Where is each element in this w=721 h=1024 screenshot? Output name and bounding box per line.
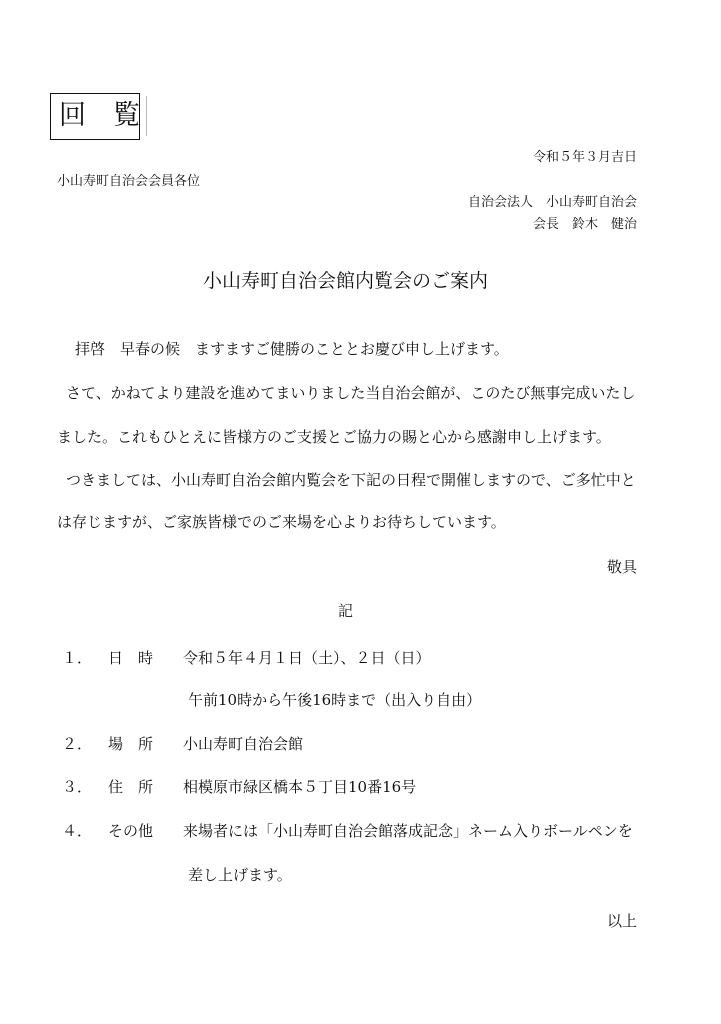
item-number: １．: [62, 649, 93, 667]
item-label-place: 場 所: [108, 735, 154, 753]
item-label-address: 住 所: [108, 778, 154, 796]
item-value: 午前10時から午後16時まで（出入り自由）: [188, 691, 482, 709]
document-title: 小山寿町自治会館内覧会のご案内: [203, 270, 489, 292]
closing-keigu: 敬具: [606, 558, 637, 576]
ki-heading: 記: [338, 602, 354, 620]
item-value: 差し上げます。: [188, 866, 292, 884]
item-value: 相模原市緑区橋本５丁目10番16号: [183, 778, 417, 796]
document-date: 令和５年３月吉日: [532, 150, 637, 165]
item-value: 令和５年４月１日（土）、２日（日）: [183, 649, 431, 667]
body-line: は存じますが、ご家族皆様でのご来場を心よりお待ちしています。: [57, 513, 506, 531]
sender-organization: 自治会法人 小山寿町自治会: [467, 195, 637, 210]
body-line: 拝啓 早春の候 ますますご健勝のこととお慶び申し上げます。: [75, 340, 509, 358]
circulation-stamp-label: 回 覧: [59, 100, 140, 131]
circulation-stamp-box: [50, 93, 140, 140]
sender-chair: 会長 鈴木 健治: [532, 217, 637, 232]
body-line: ました。これもひとえに皆様方のご支援とご協力の賜と心から感謝申し上げます。: [57, 428, 611, 446]
body-line: つきましては、小山寿町自治会館内覧会を下記の日程で開催しますので、ご多忙中と: [66, 471, 636, 489]
addressee: 小山寿町自治会会員各位: [57, 174, 201, 189]
body-line: さて、かねてより建設を進めてまいりました当自治会館が、このたび無事完成いたし: [66, 384, 636, 402]
item-value: 来場者には「小山寿町自治会館落成記念」ネーム入りボールペンを: [183, 822, 633, 840]
item-number: ３．: [62, 778, 93, 796]
item-label-datetime: 日 時: [108, 649, 154, 667]
item-number: ２．: [62, 735, 93, 753]
item-number: ４．: [62, 822, 93, 840]
item-value: 小山寿町自治会館: [183, 735, 304, 753]
closing-ijou: 以上: [606, 912, 637, 930]
scan-artifact-line: [146, 96, 147, 136]
item-label-other: その他: [108, 822, 154, 840]
